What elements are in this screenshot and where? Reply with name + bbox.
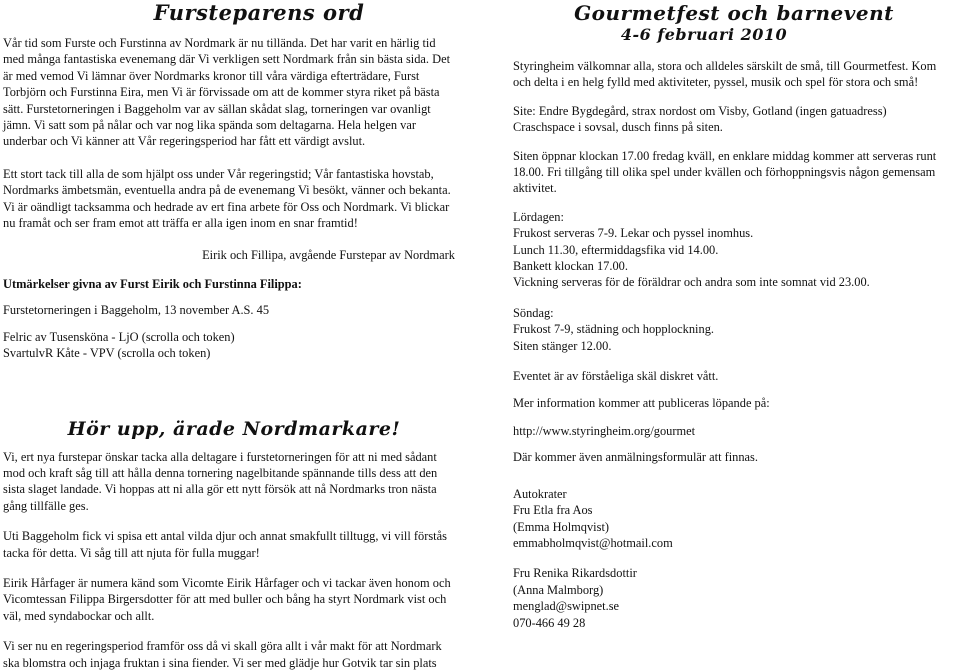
saturday-label: Lördagen: <box>513 209 564 224</box>
schedule-line: Lunch 11.30, eftermiddagsfika vid 14.00. <box>513 242 719 257</box>
event-dates: 4-6 februari 2010 <box>620 25 788 44</box>
right-title: Gourmetfest och barnevent <box>574 1 894 25</box>
schedule-line: Vickning serveras för de föräldrar och andra som inte somnat vid 23.00. <box>513 275 870 290</box>
left-title-2: Hör upp, ärade Nordmarkare! <box>67 417 401 440</box>
schedule-line: Siten stänger 12.00. <box>513 338 612 353</box>
contact-phone: 070-466 49 28 <box>513 615 586 630</box>
schedule-line: Frukost serveras 7-9. Lekar och pyssel inomhus. <box>513 226 754 241</box>
registration-note: Där kommer även anmälningsformulär att finnas. <box>513 450 758 465</box>
contact-email[interactable]: menglad@swipnet.se <box>513 599 620 614</box>
sunday-label: Söndag: <box>513 305 554 320</box>
left-paragraph-5: Eirik Hårfager är numera känd som Vicomte Eirik Hårfager och vi tackar även honom och Vicomtessan Filippa Birgersdotter för att med buller och bång ha styrt Nordmark vist och väl, med syndabockar och allt. <box>3 575 451 623</box>
awards-place: Furstetorneringen i Baggeholm, 13 november A.S. 45 <box>3 303 270 318</box>
left-paragraph-2: Ett stort tack till alla de som hjälpt oss under Vår regeringstid; Vår fantastiska hovstab, Nordmarks ämbetsmän, eventuella andra på de evenemang Vi besökt, vänner och bekanta. Vi är oändligt tacksamma och hedrade av ert fina arbete för Oss och Nordmark. Vi blickar nu framåt och ser fram emot att träffa er alla igen inom en snar framtid! <box>3 166 451 231</box>
contact-line: Fru Renika Rikardsdottir <box>513 566 637 581</box>
schedule-line: Bankett klockan 17.00. <box>513 259 628 274</box>
left-paragraph-4: Uti Baggeholm fick vi spisa ett antal vilda djur och annat smakfullt tilltugg, vi vill förstås tacka för detta. Vi såg till att njuta för fulla muggar! <box>3 529 447 560</box>
contact-line: (Emma Holmqvist) <box>513 519 610 534</box>
contact-line: Fru Etla fra Aos <box>513 503 593 518</box>
crashspace-info: Craschspace i sovsal, dusch finns på siten. <box>513 120 723 135</box>
event-url[interactable]: http://www.styringheim.org/gourmet <box>513 423 696 438</box>
award-2: SvartulvR Kåte - VPV (scrolla och token) <box>3 346 211 361</box>
right-column <box>513 0 955 631</box>
awards-heading: Utmärkelser givna av Furst Eirik och Furstinna Filippa: <box>3 276 302 291</box>
discreet-note: Eventet är av förståeliga skäl diskret vått. <box>513 369 719 384</box>
left-paragraph-1: Vår tid som Furste och Furstinna av Nordmark är nu tilländа. Det har varit en härlig tid med många fantastiska evenemang där Vi verkligen sett Nordmark från sin bästa sida. Det är med vemod Vi lämnar över Nordmarks kronor till våra värdiga efterträdare, Furst Torbjörn och Furstinna Eira, men Vi är förvissade om att de kommer styra riket på bästa sätt. Furstetorneringen i Baggeholm var av sällan skådat slag, torneringen var ovanligt jämn. Vi satt som på nålar och var nog lika spända som deltagarna. Hela helgen var underbar och Vi känner att Vår regeringsperiod har fått ett värdigt avslut. <box>3 36 451 149</box>
site-info: Site: Endre Bygdegård, strax nordost om Visby, Gotland (ingen gatuadress) <box>513 103 887 118</box>
friday-info: Siten öppnar klockan 17.00 fredag kväll, en enklare middag kommer att serveras runt 18.00. Fri tillgång till olika spel under kvällen och förhoppningsvis någon gemensam aktivitet. <box>513 148 937 196</box>
more-info: Mer information kommer att publiceras löpande på: <box>513 395 770 410</box>
award-1: Felric av Tusensköna - LjO (scrolla och token) <box>3 329 235 344</box>
signature: Eirik och Fillipa, avgående Furstepar av Nordmark <box>202 248 455 263</box>
left-column <box>3 0 455 671</box>
left-paragraph-3: Vi, ert nya furstepar önskar tacka alla deltagare i furstetorneringen för att ni med sådant mod och kraft såg till att hålla denna tornering nagelbitande spännande tills dess att den sista slaget landade. Vi hoppas att ni alla gör ett nytt försök att nå Nordmarks tron nästa gång tillfälle ges. <box>3 449 438 513</box>
left-paragraph-6: Vi ser nu en regeringsperiod framför oss då vi skall göra allt i vår makt för att Nordmark ska blomstra och injaga fruktan i sina fiender. Vi ser med glädje hur Gotvik tar sin plats <box>3 639 442 670</box>
right-paragraph-1: Styringheim välkomnar alla, stora och alldeles särskilt de små, till Gourmetfest. Kom och delta i en helg fylld med aktiviteter, pyssel, musik och spel för stora och små! <box>513 59 937 90</box>
schedule-line: Frukost 7-9, städning och hopplockning. <box>513 322 714 337</box>
contact-label: Autokrater <box>513 486 567 501</box>
contact-email[interactable]: emmabholmqvist@hotmail.com <box>513 535 673 550</box>
left-title: Fursteparens ord <box>153 0 365 25</box>
contact-line: (Anna Malmborg) <box>513 582 604 597</box>
